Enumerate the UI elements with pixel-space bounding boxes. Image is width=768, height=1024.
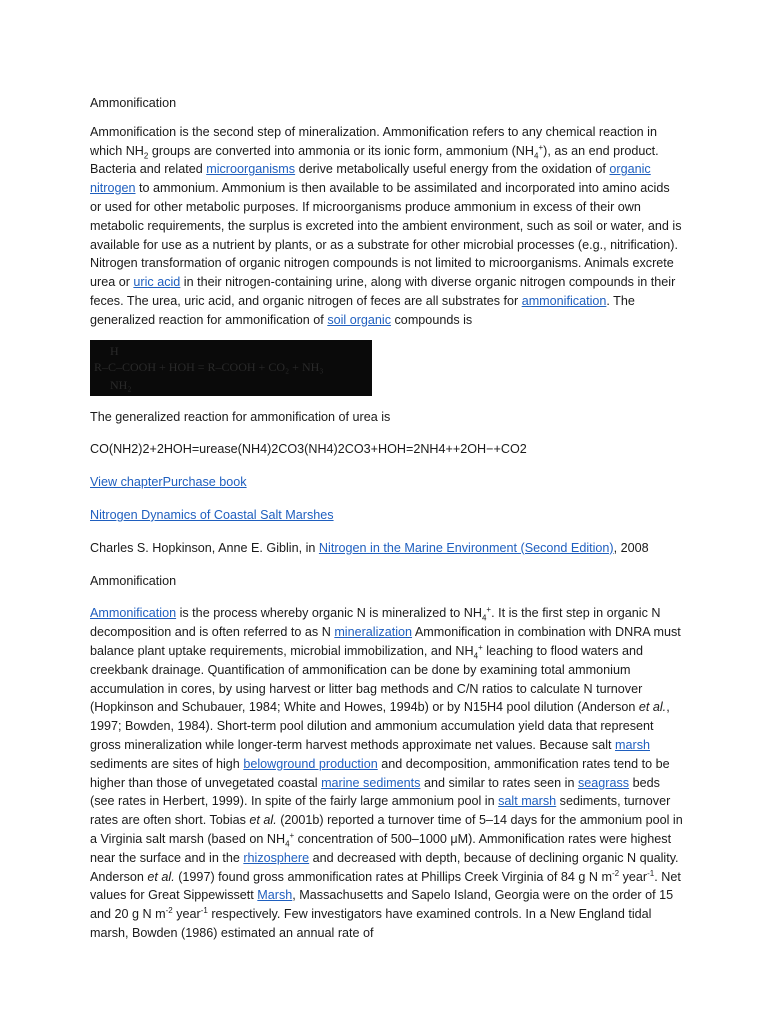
text: sediments, turnover rates are often short. Tobias [90,794,671,828]
link-organic-nitrogen[interactable]: organic nitrogen [90,162,651,196]
link-marsh[interactable]: marsh [615,737,650,752]
text: (1997) found gross ammonification rates at Phillips Creek Virginia of 84 g N m [174,869,612,884]
link-seagrass[interactable]: seagrass [577,775,630,790]
superscript: -2 [165,905,173,915]
text: derive metabolically useful energy from the oxidation of [295,162,610,177]
superscript: -2 [612,868,620,878]
text: leaching to flood waters and creekbank drainage. Quantification of ammonification can be done by examining total ammonium accumulation in cores, by using harvest or litter bag methods and C/N ratios to calculate N turnover (Hopkinson and Schubauer, 1984; White and Howes, 1994b) or by N15H4 pool dilution (Anderson [90,643,644,715]
text: in their nitrogen-containing urine, along with diverse organic nitrogen compounds in their feces. The urea, uric acid, and organic nitrogen of feces are all substrates for [90,275,676,308]
link-soil-organic[interactable]: soil organic [327,312,392,327]
text: and decreased with depth, because of declining organic N quality. Anderson [90,850,679,884]
section-title: Ammonification [90,96,177,110]
paragraph-salt-marsh-ammonification [90,604,684,942]
link-microorganisms[interactable]: microorganisms [206,162,296,177]
link-belowground-production[interactable]: belowground production [243,756,378,771]
superscript: + [289,830,295,840]
section-title-2: Ammonification [90,573,177,588]
view-chapter-line [90,473,684,492]
text: , Massachusetts and Sapelo Island, Georgia were on the order of 15 and 20 g N m [90,888,674,922]
authors: Charles S. Hopkinson, Anne E. Giblin, in [90,540,319,555]
subscript: 4 [473,651,479,661]
text: concentration of 500–1000 μM). Ammonification rates were highest near the surface and in the [90,831,672,865]
text: and similar to rates seen in [420,775,578,790]
text: (2001b) reported a turnover time of 5–14 days for the ammonium pool in a Virginia salt marsh (based on NH [90,813,683,846]
et-al: et al. [249,813,277,828]
urea-reaction-formula: CO(NH2)2+2HOH=urease(NH4)2CO3(NH4)2CO3+HOH=2NH4++2OH−+CO2 [90,442,527,457]
formula-line-3: NH₂ [110,377,132,392]
text: year [172,907,201,922]
formula-image [90,340,372,396]
text: beds (see rates in Herbert, 1999). In spite of the fairly large ammonium pool in [90,775,660,809]
link-ammonification-2[interactable]: Ammonification [90,606,177,621]
link-mineralization[interactable]: mineralization [334,625,413,640]
document-page [90,94,684,943]
subscript: 4 [285,839,290,849]
text: and decomposition, ammonification rates tend to be higher than those of unvegetated coastal [90,756,670,790]
text: respectively. Few investigators have examined controls. In a New England tidal marsh, Bowden (1986) estimated an annual rate of [90,907,652,940]
text: year [619,869,648,884]
text: is the process whereby organic N is mineralized to NH [176,606,482,621]
subscript: 2 [143,151,149,161]
year: , 2008 [613,540,649,555]
link-ammonification[interactable]: ammonification [521,293,607,308]
text: . The generalized reaction for ammonification of [90,293,635,327]
superscript: + [538,142,544,152]
superscript: -1 [200,905,208,915]
formula-line-1: H [110,343,119,358]
superscript: + [478,642,483,652]
link-marsh-2[interactable]: Marsh [257,888,293,903]
urea-reaction-intro: The generalized reaction for ammonification of urea is [90,409,391,424]
subscript: 4 [534,151,539,161]
link-article-title[interactable]: Nitrogen Dynamics of Coastal Salt Marshes [90,507,334,522]
paragraph-ammonification-intro [90,123,684,330]
formula-line-2: R–C–COOH + HOH = R–COOH + CO₂ + NH₃ [94,359,324,374]
article-title-line [90,506,684,525]
text: to ammonium. Ammonium is then available to be assimilated and incorporated into amino acids or used for other metabolic purposes. If microorganisms produce ammonium in excess of their own metabolic requirements, the surplus is excreted into the ambient environment, such as soil or water, and is available for use as a nutrient by plants, or as a substrate for other microbial processes (e.g., nitrification). Nitrogen transformation of organic nitrogen compounds is not limited to microorganisms. Animals excrete urea or [90,181,682,290]
text: groups are converted into ammonia or its ionic form, ammonium (NH [148,143,534,158]
subscript: 4 [481,613,487,623]
text: sediments are sites of high [90,756,244,771]
link-rhizosphere[interactable]: rhizosphere [243,850,310,865]
text: , 1997; Bowden, 1984). Short-term pool dilution and ammonium accumulation yield data that represent gross mineralization while longer-term harvest methods approximate net values. Because salt [90,700,670,752]
link-marine-sediments[interactable]: marine sediments [321,775,421,790]
text: compounds is [391,312,473,327]
link-uric-acid[interactable]: uric acid [133,275,181,290]
superscript: + [486,605,492,615]
et-al: et al. [638,700,667,715]
link-book-title[interactable]: Nitrogen in the Marine Environment (Second Edition) [318,540,614,555]
text: Ammonification in combination with DNRA must balance plant uptake requirements, microbial immobilization, and NH [90,625,681,658]
link-salt-marsh[interactable]: salt marsh [498,794,557,809]
superscript: -1 [647,868,655,878]
text: Ammonification is the second step of mineralization. Ammonification refers to any chemical reaction in which NH [90,124,657,158]
text: . It is the first step in organic N decomposition and is often referred to as N [90,606,661,640]
text: ), as an end product. Bacteria and related [90,143,659,177]
et-al: et al. [147,869,175,884]
link-view-chapter[interactable]: View chapterPurchase book [90,475,247,490]
text: . Net values for Great Sippewissett [90,869,681,903]
citation-line [90,539,684,558]
